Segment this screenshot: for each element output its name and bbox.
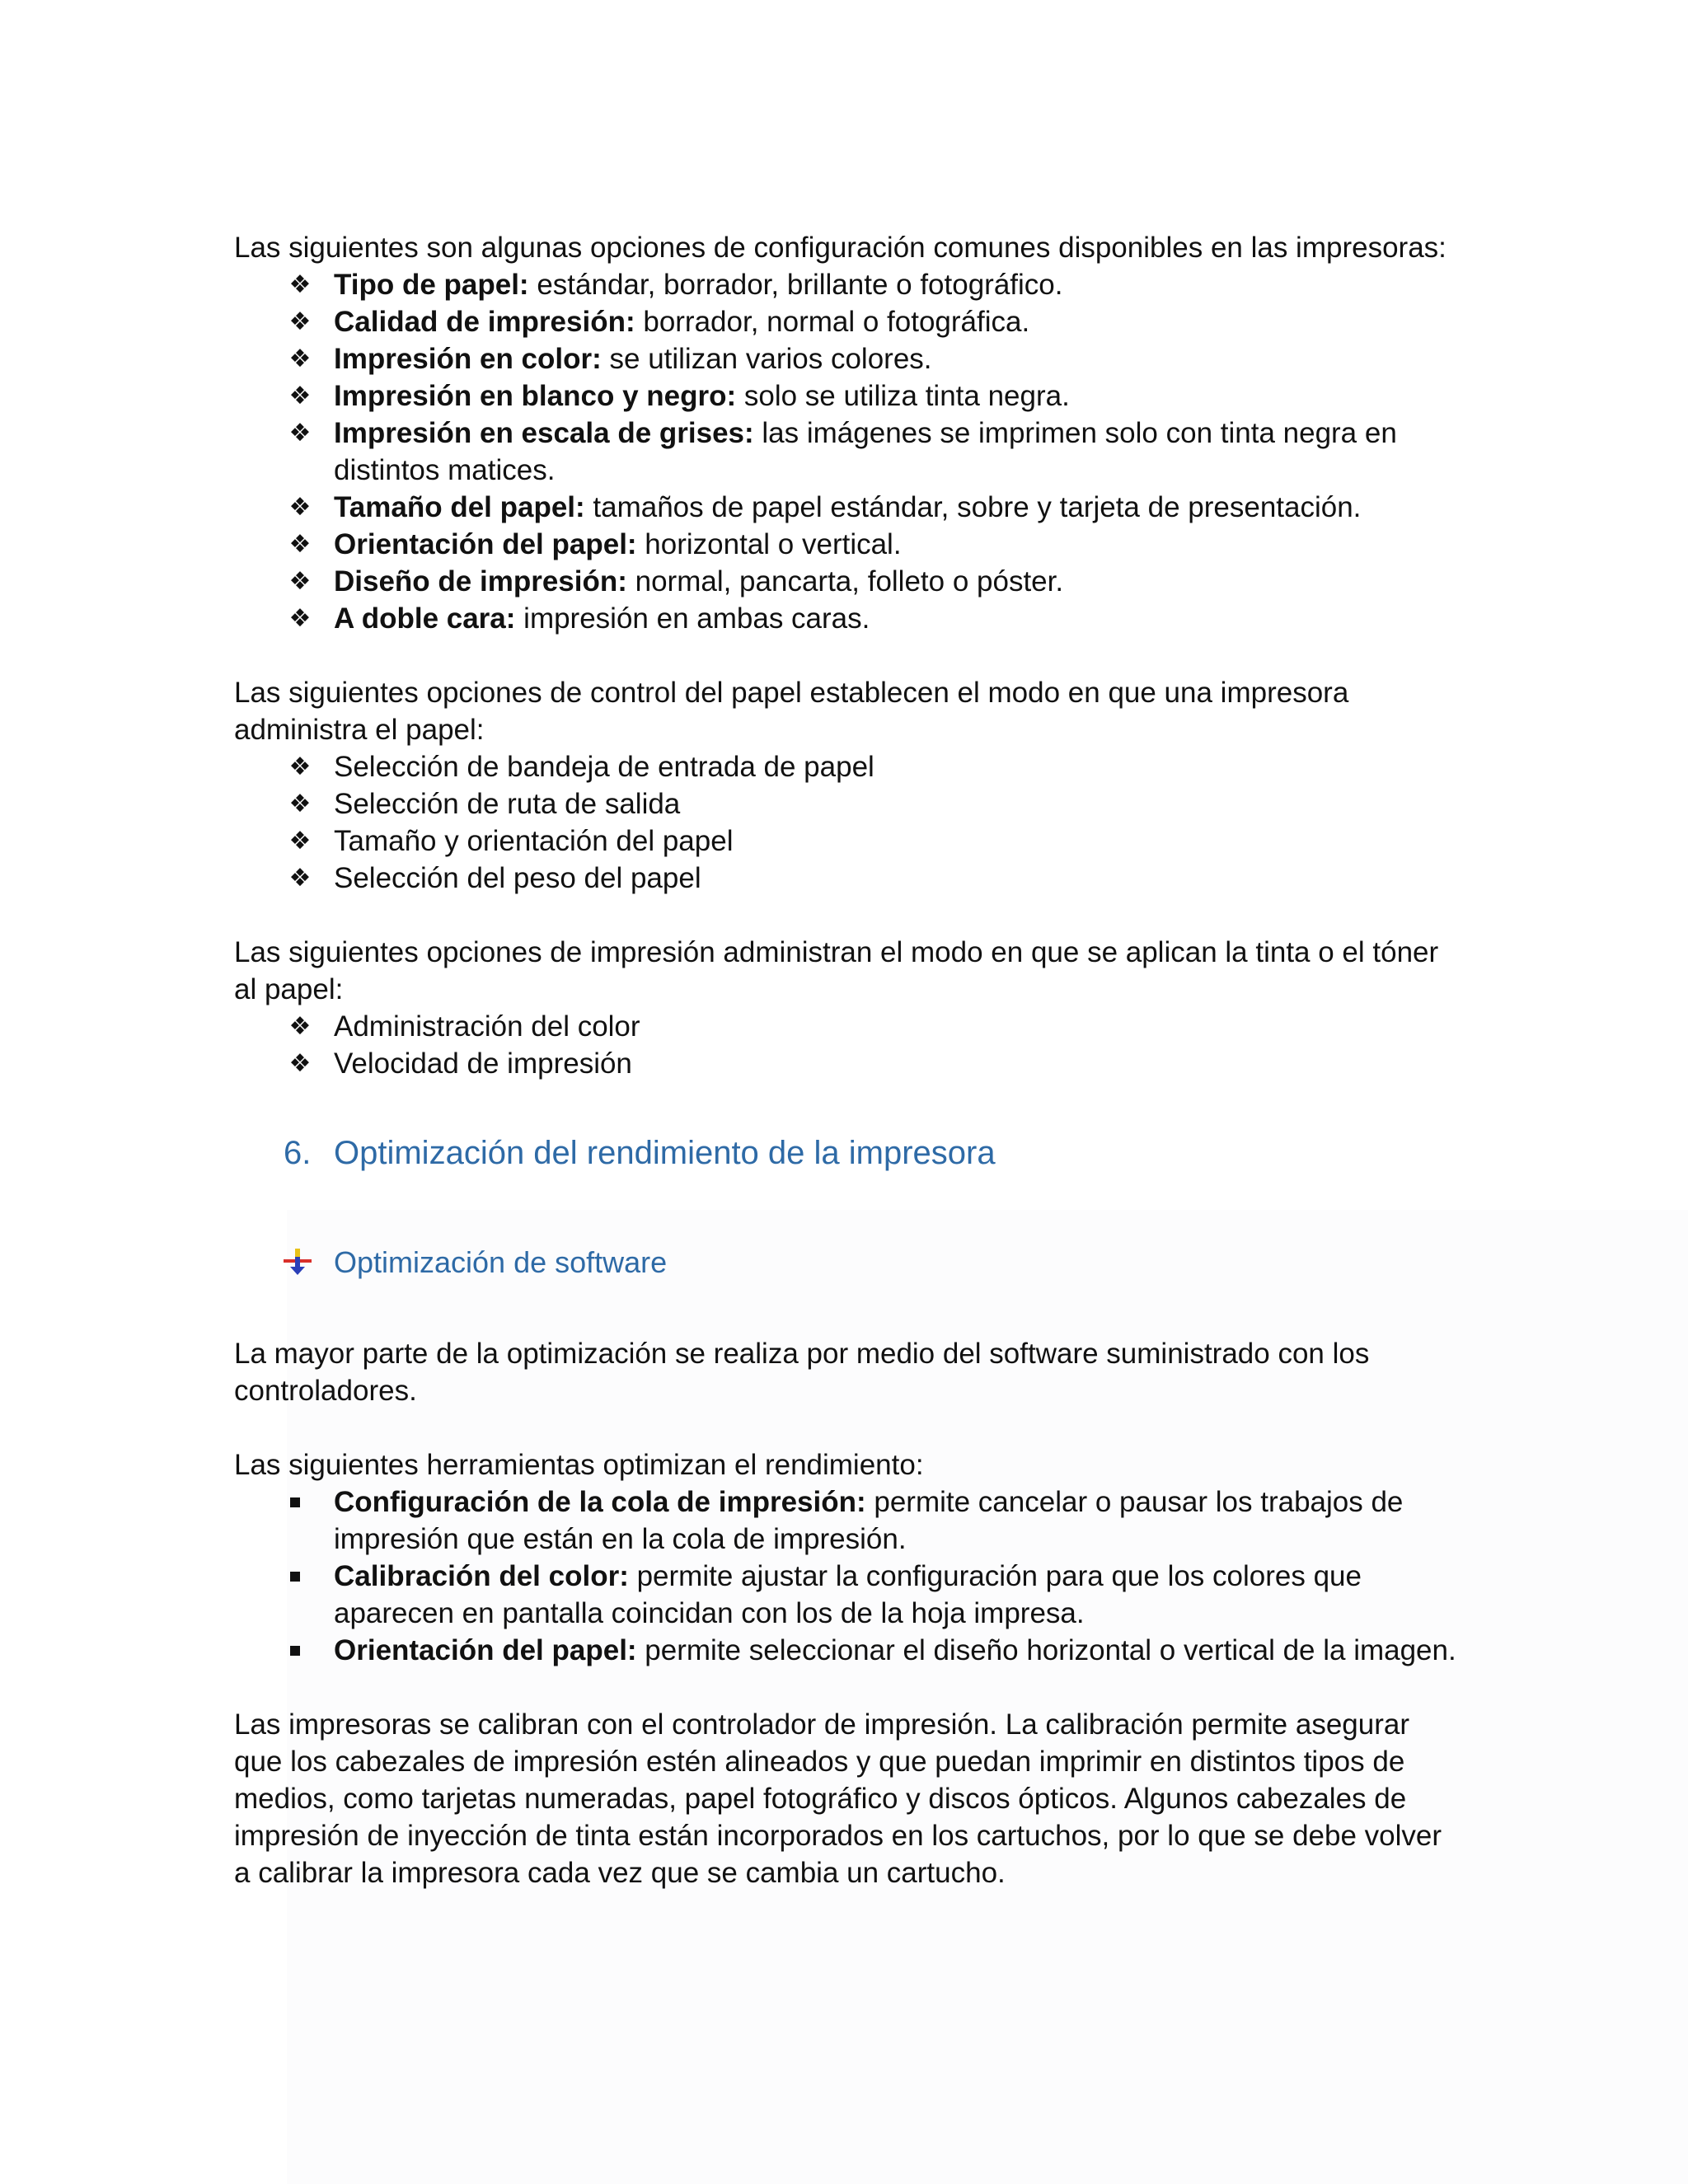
- spacer: [234, 1669, 1462, 1706]
- diamond-bullet-icon: ❖: [288, 382, 312, 410]
- diamond-bullet-icon: ❖: [288, 752, 312, 781]
- list-item: [234, 303, 1462, 340]
- option-desc: normal, pancarta, folleto o póster.: [626, 565, 1064, 598]
- diamond-bullet-icon: ❖: [288, 493, 312, 522]
- option-desc: solo se utiliza tinta negra.: [736, 380, 1070, 412]
- section-title: Optimización del rendimiento de la impresora: [334, 1135, 996, 1171]
- tool-desc: permite cancelar o pausar los trabajos de impresión que están en la cola de impresión.: [334, 1486, 1404, 1555]
- subsection-title: Optimización de software: [334, 1245, 668, 1279]
- option-desc: tamaños de papel estándar, sobre y tarjeta de presentación.: [584, 491, 1362, 523]
- arrow-down-icon: [284, 1249, 312, 1275]
- spacer: [234, 897, 1462, 934]
- diamond-bullet-icon: ❖: [288, 790, 312, 818]
- section-number: 6.: [284, 1135, 312, 1171]
- list-item: [234, 377, 1462, 415]
- option-desc: estándar, borrador, brillante o fotográfico.: [528, 269, 1063, 301]
- diamond-bullet-icon: ❖: [288, 344, 312, 373]
- list-item: [234, 860, 1462, 897]
- option-term: Impresión en color:: [334, 343, 602, 375]
- list-item: [234, 266, 1462, 303]
- diamond-bullet-icon: ❖: [288, 530, 312, 559]
- option-term: Tamaño del papel:: [334, 491, 585, 523]
- square-bullet-icon: [290, 1572, 300, 1582]
- diamond-bullet-icon: ❖: [288, 419, 312, 448]
- diamond-bullet-icon: ❖: [288, 1049, 312, 1078]
- list-item: [234, 1558, 1462, 1632]
- section-heading: [234, 1132, 1462, 1174]
- config-options-list: [234, 266, 1462, 637]
- option-term: Tipo de papel:: [334, 269, 529, 301]
- list-item: [234, 340, 1462, 377]
- option-term: Impresión en escala de grises:: [334, 417, 754, 449]
- square-bullet-icon: [290, 1497, 300, 1507]
- calibration-paragraph: Las impresoras se calibran con el controlador de impresión. La calibración permite asegurar que los cabezales de impresión estén alineados y que puedan imprimir en distintos tipos de medios, como tarjetas numeradas, papel fotográfico y discos ópticos. Algunos cabezales de impresión de inyección de tinta están incorporados en los cartuchos, por lo que se debe volver a calibrar la impresora cada vez que se cambia un cartucho.: [234, 1708, 1442, 1889]
- paper-control-intro: Las siguientes opciones de control del papel establecen el modo en que una impresora administra el papel:: [234, 677, 1349, 746]
- print-options-intro: Las siguientes opciones de impresión administran el modo en que se aplican la tinta o el tóner al papel:: [234, 936, 1439, 1005]
- spacer: [234, 637, 1462, 674]
- diamond-bullet-icon: ❖: [288, 864, 312, 893]
- option-term: Orientación del papel:: [334, 528, 637, 560]
- subsection-heading: [234, 1244, 1462, 1281]
- print-options-list: [234, 1008, 1462, 1082]
- list-item: [234, 1008, 1462, 1045]
- list-item-text: Tamaño y orientación del papel: [334, 825, 734, 857]
- list-item-text: Velocidad de impresión: [334, 1047, 632, 1080]
- tool-term: Configuración de la cola de impresión:: [334, 1486, 866, 1518]
- tool-desc: permite seleccionar el diseño horizontal o vertical de la imagen.: [636, 1634, 1456, 1666]
- option-desc: las imágenes se imprimen solo con tinta negra en distintos matices.: [334, 417, 1397, 486]
- software-paragraph: La mayor parte de la optimización se realiza por medio del software suministrado con los controladores.: [234, 1338, 1370, 1407]
- list-item: [234, 748, 1462, 785]
- list-item-text: Administración del color: [334, 1010, 640, 1043]
- list-item: [234, 823, 1462, 860]
- list-item: [234, 1045, 1462, 1082]
- list-item: [234, 526, 1462, 563]
- list-item: [234, 489, 1462, 526]
- diamond-bullet-icon: ❖: [288, 604, 312, 633]
- document-body: [234, 229, 1462, 1891]
- diamond-bullet-icon: ❖: [288, 307, 312, 336]
- list-item: [234, 785, 1462, 823]
- tools-list: [234, 1483, 1462, 1669]
- option-term: Calidad de impresión:: [334, 306, 635, 338]
- tool-term: Calibración del color:: [334, 1560, 629, 1592]
- tools-intro: Las siguientes herramientas optimizan el rendimiento:: [234, 1449, 924, 1481]
- list-item-text: Selección de bandeja de entrada de papel: [334, 751, 874, 783]
- diamond-bullet-icon: ❖: [288, 567, 312, 596]
- option-desc: horizontal o vertical.: [636, 528, 902, 560]
- list-item: [234, 1483, 1462, 1558]
- spacer: [234, 1409, 1462, 1446]
- diamond-bullet-icon: ❖: [288, 270, 312, 299]
- square-bullet-icon: [290, 1646, 300, 1656]
- list-item: [234, 600, 1462, 637]
- option-desc: impresión en ambas caras.: [515, 602, 870, 635]
- list-item-text: Selección del peso del papel: [334, 862, 701, 894]
- tool-term: Orientación del papel:: [334, 1634, 637, 1666]
- list-item: [234, 1632, 1462, 1669]
- list-item: [234, 415, 1462, 489]
- diamond-bullet-icon: ❖: [288, 827, 312, 855]
- list-item-text: Selección de ruta de salida: [334, 788, 681, 820]
- option-desc: borrador, normal o fotográfica.: [635, 306, 1030, 338]
- option-desc: se utilizan varios colores.: [601, 343, 932, 375]
- option-term: Diseño de impresión:: [334, 565, 627, 598]
- paper-control-list: [234, 748, 1462, 897]
- option-term: A doble cara:: [334, 602, 516, 635]
- config-intro: Las siguientes son algunas opciones de configuración comunes disponibles en las impresoras:: [234, 232, 1447, 264]
- diamond-bullet-icon: ❖: [288, 1012, 312, 1041]
- list-item: [234, 563, 1462, 600]
- tool-desc: permite ajustar la configuración para que los colores que aparecen en pantalla coincidan con los de la hoja impresa.: [334, 1560, 1362, 1629]
- option-term: Impresión en blanco y negro:: [334, 380, 737, 412]
